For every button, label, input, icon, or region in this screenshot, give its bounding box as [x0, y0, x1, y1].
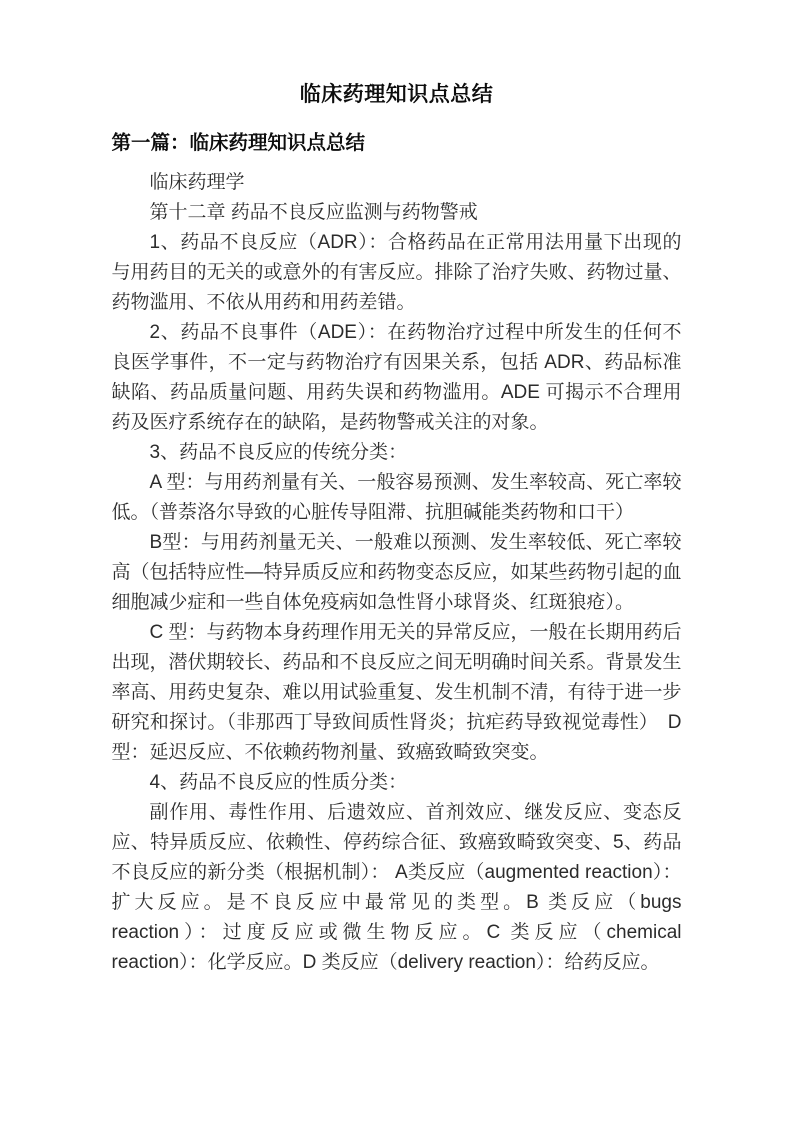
paragraph: 1、药品不良反应（ADR）：合格药品在正常用法用量下出现的与用药目的无关的或意外的有害反应。排除了治疗失败、药物过量、药物滥用、不依从用药和用药差错。 — [111, 232, 682, 313]
paragraph: 第十二章 药品不良反应监测与药物警戒 — [149, 202, 478, 223]
paragraph: 4、药品不良反应的性质分类： — [149, 772, 408, 793]
document-page — [112, 0, 682, 978]
document-title: 临床药理知识点总结 — [299, 83, 494, 106]
document-body — [112, 168, 682, 978]
paragraph: 3、药品不良反应的传统分类： — [149, 442, 408, 463]
section-heading: 第一篇：临床药理知识点总结 — [111, 132, 366, 154]
paragraph: 副作用、毒性作用、后遗效应、首剂效应、继发反应、变态反应、特异质反应、依赖性、停药综合征、致癌致畸致突变、5、药品不良反应的新分类（根据机制）： A类反应（augmented reaction）：扩大反应。是不良反应中最常见的类型。B 类反应（bugs reaction）：过度反应或微生物反应。C 类反应（chemical reaction）：化学反应。D 类反应（delivery reaction）：给药反应。 — [111, 802, 682, 973]
paragraph: A 型：与用药剂量有关、一般容易预测、发生率较高、死亡率较低。（普萘洛尔导致的心脏传导阻滞、抗胆碱能类药物和口干） — [111, 472, 682, 523]
paragraph: C 型：与药物本身药理作用无关的异常反应，一般在长期用药后出现，潜伏期较长、药品和不良反应之间无明确时间关系。背景发生率高、用药史复杂、难以用试验重复、发生机制不清，有待于进一步研究和探讨。（非那西丁导致间质性肾炎；抗疟药导致视觉毒性） D型：延迟反应、不依赖药物剂量、致癌致畸致突变。 — [111, 622, 682, 763]
paragraph: B型：与用药剂量无关、一般难以预测、发生率较低、死亡率较高（包括特应性—特异质反应和药物变态反应，如某些药物引起的血细胞减少症和一些自体免疫病如急性肾小球肾炎、红斑狼疮）。 — [111, 532, 682, 613]
paragraph: 临床药理学 — [149, 172, 245, 193]
paragraph: 2、药品不良事件（ADE）：在药物治疗过程中所发生的任何不良医学事件，不一定与药物治疗有因果关系，包括 ADR、药品标准缺陷、药品质量问题、用药失误和药物滥用。ADE 可揭示不合理用药及医疗系统存在的缺陷，是药物警戒关注的对象。 — [111, 322, 682, 433]
